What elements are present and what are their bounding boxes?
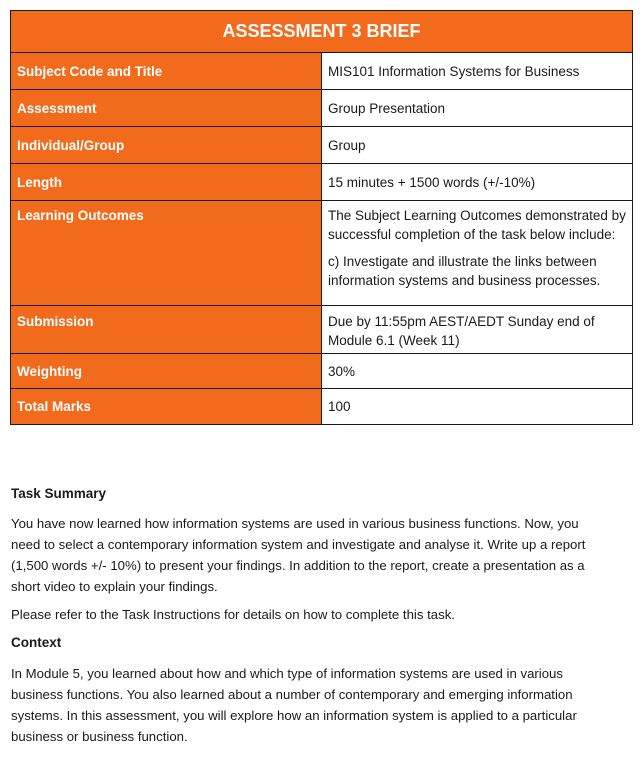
row-label-learning-outcomes: Learning Outcomes	[11, 201, 322, 306]
row-label-individual-group: Individual/Group	[11, 127, 322, 164]
row-value-submission: Due by 11:55pm AEST/AEDT Sunday end of Module 6.1 (Week 11)	[322, 306, 633, 354]
context-heading: Context	[11, 635, 62, 650]
row-label-length: Length	[11, 164, 322, 201]
row-label-total-marks: Total Marks	[11, 389, 322, 425]
context-section	[11, 633, 611, 747]
row-label-weighting: Weighting	[11, 354, 322, 389]
context-paragraph: In Module 5, you learned about how and which type of information systems are used in various business functions. You also learned about a number of contemporary and emerging information systems. In this assessment, you will explore how an information system is applied to a particular business or business function.	[11, 666, 577, 744]
row-label-assessment: Assessment	[11, 90, 322, 127]
task-summary-paragraph: You have now learned how information systems are used in various business functions. Now, you need to select a contemporary information system and investigate and analyse it. Write up a report (1,500 words +/- 10%) to present your findings. In addition to the report, create a presentation as a short video to explain your findings.	[11, 516, 586, 594]
table-row	[11, 164, 633, 201]
table-row	[11, 354, 633, 389]
row-value-weighting: 30%	[322, 354, 633, 389]
row-value-subject: MIS101 Information Systems for Business	[322, 53, 633, 90]
row-label-submission: Submission	[11, 306, 322, 354]
brief-title: ASSESSMENT 3 BRIEF	[11, 11, 633, 53]
table-row	[11, 90, 633, 127]
row-value-total-marks: 100	[322, 389, 633, 425]
table-row	[11, 201, 633, 306]
task-summary-paragraph: Please refer to the Task Instructions for details on how to complete this task.	[11, 607, 455, 622]
row-label-subject: Subject Code and Title	[11, 53, 322, 90]
task-summary-section	[11, 484, 611, 625]
learning-outcome-c: c) Investigate and illustrate the links between information systems and business processes.	[328, 254, 601, 288]
table-row	[11, 127, 633, 164]
table-row	[11, 306, 633, 354]
table-row	[11, 389, 633, 425]
assessment-brief-table	[10, 10, 633, 425]
row-value-individual-group: Group	[322, 127, 633, 164]
row-value-assessment: Group Presentation	[322, 90, 633, 127]
task-summary-heading: Task Summary	[11, 486, 107, 501]
table-row	[11, 53, 633, 90]
learning-outcomes-intro: The Subject Learning Outcomes demonstrated by successful completion of the task below include:	[328, 208, 626, 242]
row-value-length: 15 minutes + 1500 words (+/-10%)	[322, 164, 633, 201]
row-value-learning-outcomes	[322, 201, 633, 306]
